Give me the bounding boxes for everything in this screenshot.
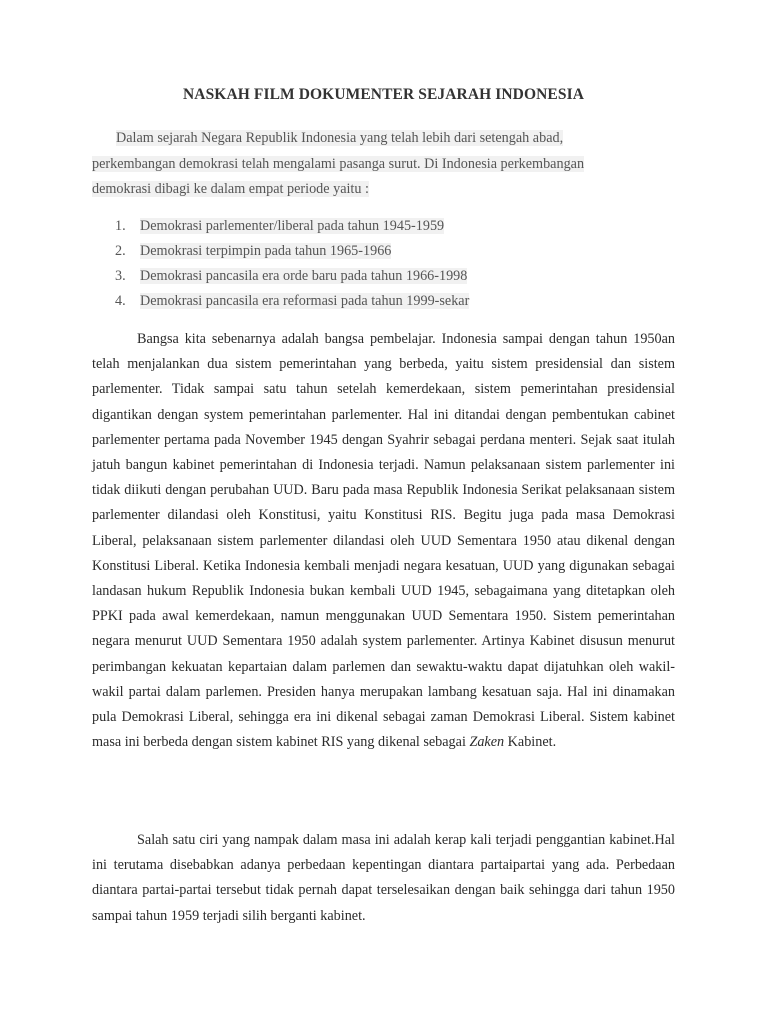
list-item: [92, 214, 469, 239]
list-item: [92, 264, 469, 289]
intro-line-2: perkembangan demokrasi telah mengalami pasanga surut. Di Indonesia perkembangan: [92, 155, 585, 172]
list-item-text: Demokrasi pancasila era reformasi pada tahun 1999-sekar: [140, 293, 470, 309]
list-item: [92, 289, 469, 314]
intro-paragraph: [92, 126, 675, 203]
list-item-text: Demokrasi parlementer/liberal pada tahun 1945-1959: [140, 218, 445, 234]
list-item-text: Demokrasi pancasila era orde baru pada tahun 1966-1998: [140, 268, 468, 284]
list-item-number: 3.: [115, 268, 126, 284]
intro-line-3: demokrasi dibagi ke dalam empat periode yaitu :: [92, 181, 369, 197]
intro-line-1: Dalam sejarah Negara Republik Indonesia yang telah lebih dari setengah abad,: [116, 130, 564, 146]
list-item-number: 1.: [115, 218, 126, 234]
list-item-number: 2.: [115, 243, 126, 259]
body-paragraph-2: Salah satu ciri yang nampak dalam masa ini adalah kerap kali terjadi penggantian kabinet.Hal ini terutama disebabkan adanya perbedaan kepentingan diantara partaipartai yang ada. Perbedaan diantara partai-partai tersebut tidak pernah dapat terselesaikan dengan baik sehingga dari tahun 1950 sampai tahun 1959 terjadi silih berganti kabinet.: [92, 832, 675, 924]
paragraph-1-italic-term: Zaken: [469, 734, 505, 751]
list-item-text: Demokrasi terpimpin pada tahun 1965-1966: [140, 243, 392, 259]
body-paragraph-1: [92, 327, 675, 755]
period-list: [92, 214, 469, 314]
list-item: [92, 239, 469, 264]
paragraph-1-end: Kabinet.: [504, 734, 557, 751]
paragraph-1-text: Bangsa kita sebenarnya adalah bangsa pembelajar. Indonesia sampai dengan tahun 1950an telah menjalankan dua sistem pemerintahan yang berbeda, yaitu sistem presidensial dan sistem parlementer. Tidak sampai satu tahun setelah kemerdekaan, sistem pemerintahan presidensial digantikan dengan system pemerintahan parlementer. Hal ini ditandai dengan pembentukan cabinet parlementer pertama pada November 1945 dengan Syahrir sebagai perdana menteri. Sejak saat itulah jatuh bangun kabinet pemerintahan di Indonesia terjadi. Namun pelaksanaan sistem parlementer ini tidak diikuti dengan perubahan UUD. Baru pada masa Republik Indonesia Serikat pelaksanaan sistem parlementer dilandasi oleh Konstitusi, yaitu Konstitusi RIS. Begitu juga pada masa Demokrasi Liberal, pelaksanaan sistem parlementer dilandasi oleh UUD Sementara 1950 atau dikenal dengan Konstitusi Liberal. Ketika Indonesia kembali menjadi negara kesatuan, UUD yang digunakan sebagai landasan hukum Republik Indonesia bukan kembali UUD 1945, sebagaimana yang ditetapkan oleh PPKI pada awal kemerdekaan, namun menggunakan UUD Sementara 1950. Sistem pemerintahan negara menurut UUD Sementara 1950 adalah system parlementer. Artinya Kabinet disusun menurut perimbangan kekuatan kepartaian dalam parlemen dan sewaktu-waktu dapat dijatuhkan oleh wakil-wakil partai dalam parlemen. Presiden hanya merupakan lambang kesatuan saja. Hal ini dinamakan pula Demokrasi Liberal, sehingga era ini dikenal sebagai zaman Demokrasi Liberal. Sistem kabinet masa ini berbeda dengan sistem kabinet RIS yang dikenal sebagai: [92, 331, 675, 751]
document-title: NASKAH FILM DOKUMENTER SEJARAH INDONESIA: [182, 86, 584, 103]
list-item-number: 4.: [115, 293, 126, 309]
